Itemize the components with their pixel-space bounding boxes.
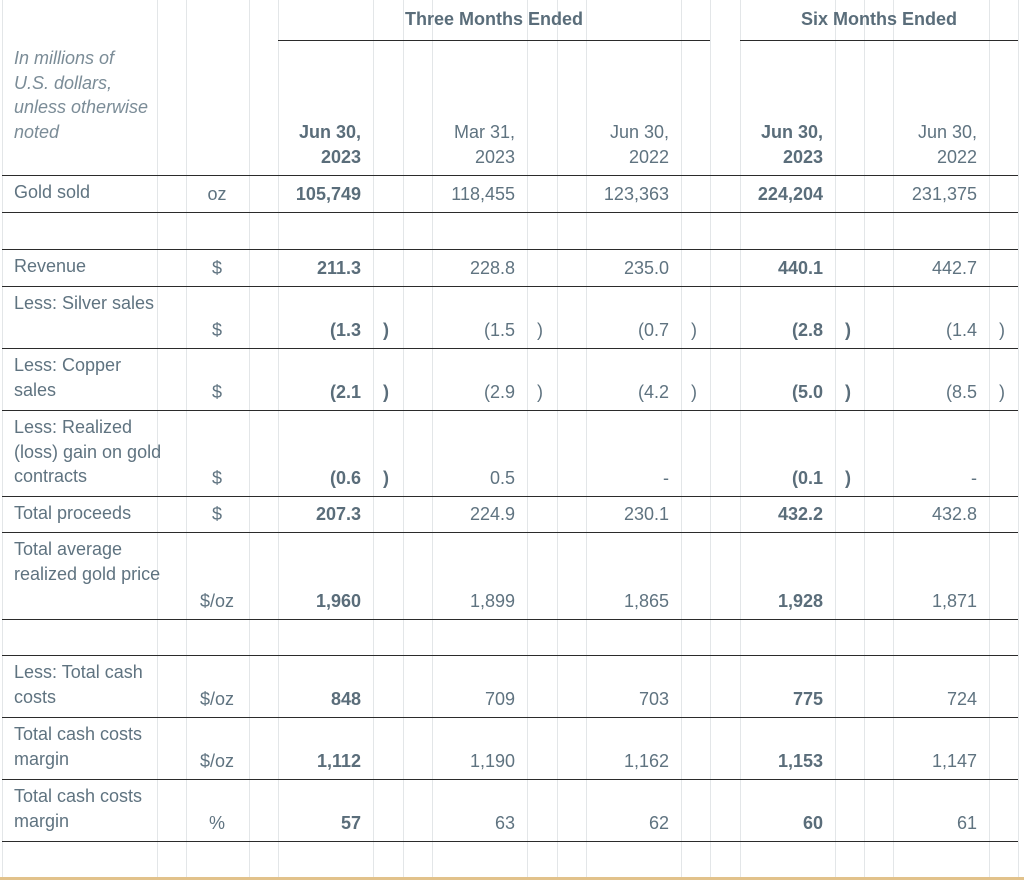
- value-cell: 1,928: [777, 591, 823, 611]
- row-label: Total proceeds: [14, 503, 132, 523]
- row-label: Less: Total cash costs: [14, 662, 143, 707]
- value-cell: 57: [340, 813, 361, 833]
- row-divider: [2, 717, 1018, 718]
- value-cell: 118,455: [451, 184, 515, 204]
- value-cell: 1,162: [623, 751, 669, 771]
- column-header-line2: 2023: [782, 146, 823, 167]
- value-cell: 1,112: [316, 751, 361, 771]
- closing-paren: ): [845, 382, 851, 402]
- row-unit: $: [211, 468, 222, 488]
- closing-paren: ): [383, 320, 389, 340]
- grid-line: [681, 0, 682, 878]
- three-months-underline: [278, 40, 710, 41]
- row-label: Total cash costs margin: [14, 786, 143, 831]
- row-unit: oz: [207, 184, 227, 204]
- value-cell: (4.2: [637, 382, 669, 402]
- value-cell: 105,749: [295, 184, 361, 204]
- row-divider: [2, 841, 1018, 842]
- value-cell: 1,153: [777, 751, 823, 771]
- column-header: [241, 120, 361, 169]
- column-header-line1: Jun 30,: [609, 122, 669, 142]
- closing-paren: ): [999, 382, 1005, 402]
- value-cell: 1,147: [931, 751, 977, 771]
- value-cell: 211.3: [316, 258, 361, 278]
- value-cell: 1,865: [623, 591, 669, 611]
- row-unit: $/oz: [199, 689, 235, 709]
- value-cell: 1,190: [469, 751, 515, 771]
- closing-paren: ): [845, 320, 851, 340]
- value-cell: 1,899: [469, 591, 515, 611]
- row-divider: [2, 212, 1018, 213]
- value-cell: 1,960: [315, 591, 361, 611]
- value-cell: 224.9: [469, 504, 515, 524]
- value-cell: 235.0: [623, 258, 669, 278]
- value-cell: 442.7: [931, 258, 977, 278]
- value-cell: 224,204: [757, 184, 823, 204]
- row-unit: $/oz: [199, 591, 235, 611]
- closing-paren: ): [537, 320, 543, 340]
- value-cell: (2.9: [483, 382, 515, 402]
- column-header-line2: 2023: [474, 146, 515, 167]
- value-cell: 60: [802, 813, 823, 833]
- row-divider: [2, 779, 1018, 780]
- value-cell: 123,363: [603, 184, 669, 204]
- bottom-accent-bar: [0, 877, 1024, 880]
- grid-line: [835, 0, 836, 878]
- row-divider: [2, 496, 1018, 497]
- column-header-line1: Jun 30,: [760, 122, 823, 142]
- value-cell: 709: [484, 689, 515, 709]
- value-cell: (2.8: [791, 320, 823, 340]
- grid-line: [527, 0, 528, 878]
- row-divider: [2, 249, 1018, 250]
- value-cell: 703: [638, 689, 669, 709]
- value-cell: 230.1: [623, 504, 669, 524]
- six-months-header: Six Months Ended: [800, 9, 957, 29]
- row-unit: $/oz: [199, 751, 235, 771]
- value-cell: 231,375: [911, 184, 977, 204]
- closing-paren: ): [845, 468, 851, 488]
- value-cell: (1.4: [945, 320, 977, 340]
- row-divider: [2, 286, 1018, 287]
- closing-paren: ): [999, 320, 1005, 340]
- three-months-header: Three Months Ended: [404, 9, 583, 29]
- column-header-line1: Jun 30,: [298, 122, 361, 142]
- value-cell: -: [663, 468, 669, 488]
- row-divider: [2, 532, 1018, 533]
- value-cell: 432.2: [777, 504, 823, 524]
- value-cell: (0.6: [329, 468, 361, 488]
- column-header: [703, 120, 823, 169]
- column-header: [395, 120, 515, 169]
- value-cell: 848: [330, 689, 361, 709]
- row-label: Total average realized gold price: [14, 539, 161, 584]
- value-cell: (0.1: [791, 468, 823, 488]
- value-cell: 1,871: [931, 591, 977, 611]
- row-divider: [2, 619, 1018, 620]
- six-months-underline: [740, 40, 1018, 41]
- value-cell: (2.1: [329, 382, 361, 402]
- row-divider: [2, 348, 1018, 349]
- column-header: [549, 120, 669, 169]
- column-header-line2: 2023: [320, 146, 361, 167]
- value-cell: 775: [792, 689, 823, 709]
- closing-paren: ): [691, 382, 697, 402]
- value-cell: 432.8: [931, 504, 977, 524]
- column-header-line1: Mar 31,: [453, 122, 515, 142]
- closing-paren: ): [691, 320, 697, 340]
- closing-paren: ): [383, 468, 389, 488]
- column-header-line2: 2022: [628, 146, 669, 167]
- row-divider: [2, 175, 1018, 176]
- column-header: [857, 120, 977, 169]
- value-cell: 440.1: [777, 258, 823, 278]
- grid-line: [373, 0, 374, 878]
- row-label: Less: Realized (loss) gain on gold contracts: [14, 417, 162, 487]
- value-cell: 0.5: [489, 468, 515, 488]
- value-cell: (1.5: [483, 320, 515, 340]
- value-cell: (1.3: [329, 320, 361, 340]
- row-label: Gold sold: [14, 182, 91, 202]
- value-cell: (5.0: [791, 382, 823, 402]
- grid-line: [2, 0, 3, 878]
- column-header-line1: Jun 30,: [917, 122, 977, 142]
- row-unit: $: [211, 504, 222, 524]
- value-cell: 63: [494, 813, 515, 833]
- value-cell: 228.8: [469, 258, 515, 278]
- row-label: Less: Silver sales: [14, 293, 155, 313]
- value-cell: 61: [956, 813, 977, 833]
- grid-line: [186, 0, 187, 878]
- row-label: Total cash costs margin: [14, 724, 143, 769]
- grid-line: [1018, 0, 1019, 878]
- value-cell: 724: [946, 689, 977, 709]
- column-header-line2: 2022: [936, 146, 977, 167]
- row-unit: $: [211, 258, 222, 278]
- units-note: In millions of U.S. dollars, unless otherwise noted: [14, 48, 149, 142]
- value-cell: 207.3: [315, 504, 361, 524]
- row-unit: $: [211, 320, 222, 340]
- value-cell: (0.7: [637, 320, 669, 340]
- value-cell: 62: [648, 813, 669, 833]
- value-cell: (8.5: [945, 382, 977, 402]
- value-cell: -: [971, 468, 977, 488]
- row-unit: $: [211, 382, 222, 402]
- row-unit: %: [208, 813, 225, 833]
- grid-line: [989, 0, 990, 878]
- row-divider: [2, 410, 1018, 411]
- row-label: Revenue: [14, 256, 87, 276]
- closing-paren: ): [383, 382, 389, 402]
- row-label: Less: Copper sales: [14, 355, 122, 400]
- closing-paren: ): [537, 382, 543, 402]
- row-divider: [2, 655, 1018, 656]
